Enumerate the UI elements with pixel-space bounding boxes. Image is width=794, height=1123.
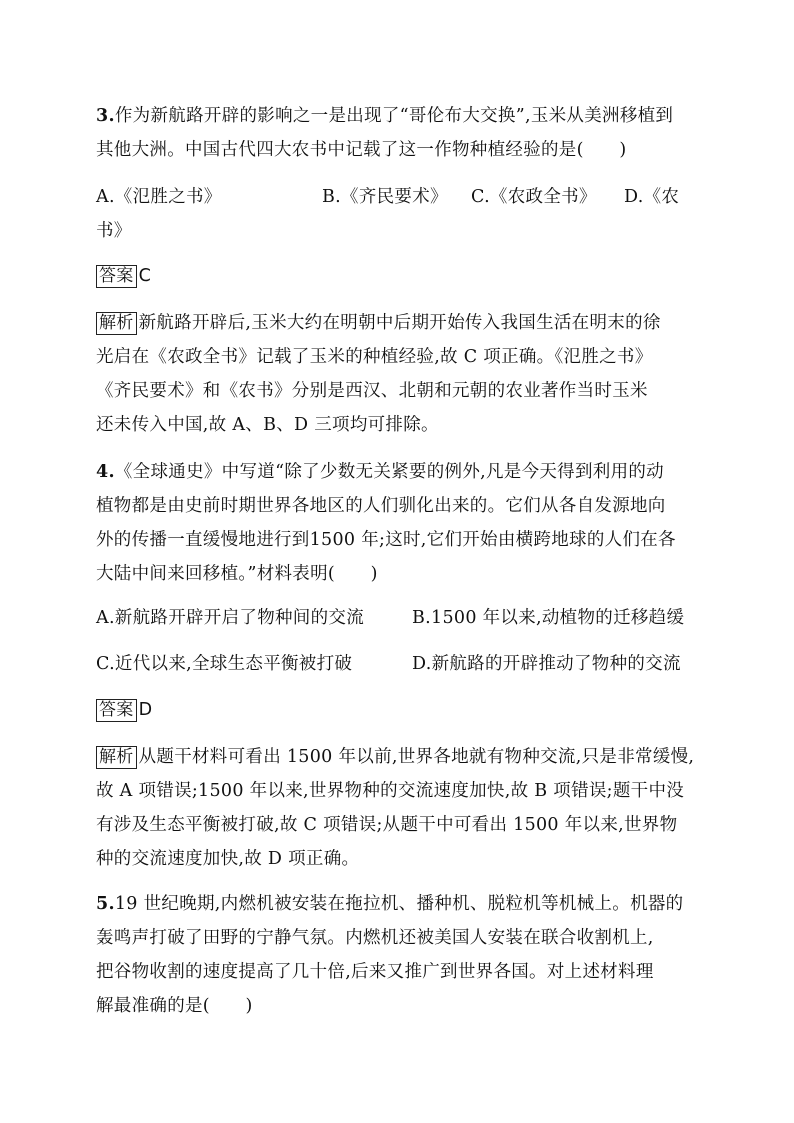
question-5-stem-line-4: 解最准确的是( ) bbox=[96, 996, 253, 1016]
question-3-option-b: B.《齐民要术》 bbox=[322, 187, 448, 207]
question-5-stem-line-3: 把谷物收割的速度提高了几十倍,后来又推广到世界各国。对上述材料理 bbox=[96, 962, 654, 982]
question-3-option-a: A.《氾胜之书》 bbox=[96, 187, 222, 207]
question-3-option-d: D.《农 bbox=[624, 187, 680, 207]
question-4-analysis-line-1: 解析 从题干材料可看出 1500 年以前,世界各地就有物种交流,只是非常缓慢, bbox=[96, 745, 694, 769]
question-3-stem-line-1: 3.作为新航路开辟的影响之一是出现了“哥伦布大交换”,玉米从美洲移植到 bbox=[96, 106, 674, 126]
question-5-stem-line-1: 5.19 世纪晚期,内燃机被安装在拖拉机、播种机、脱粒机等机械上。机器的 bbox=[96, 894, 684, 914]
question-5-stem-line-2: 轰鸣声打破了田野的宁静气氛。内燃机还被美国人安装在联合收割机上, bbox=[96, 928, 654, 948]
question-4-stem-line-1: 4.《全球通史》中写道“除了少数无关紧要的例外,凡是今天得到利用的动 bbox=[96, 462, 664, 482]
question-3-option-d-wrap: 书》 bbox=[96, 221, 132, 241]
question-4-answer bbox=[96, 698, 152, 722]
question-3-analysis-line-4: 还未传入中国,故 A、B、D 三项均可排除。 bbox=[96, 415, 439, 435]
question-4-analysis-line-4: 种的交流速度加快,故 D 项正确。 bbox=[96, 849, 360, 869]
question-4-option-d: D.新航路的开辟推动了物种的交流 bbox=[412, 654, 681, 674]
question-4-stem-line-3: 外的传播一直缓慢地进行到1500 年;这时,它们开始由横跨地球的人们在各 bbox=[96, 530, 676, 550]
question-5-number: 5. bbox=[96, 894, 115, 914]
analysis-tag: 解析 bbox=[96, 746, 137, 769]
answer-value: C bbox=[138, 266, 152, 286]
question-3-answer bbox=[96, 264, 151, 288]
question-4-analysis-line-2: 故 A 项错误;1500 年以来,世界物种的交流速度加快,故 B 项错误;题干中没 bbox=[96, 781, 685, 801]
question-3-analysis-line-2: 光启在《农政全书》记载了玉米的种植经验,故 C 项正确。《氾胜之书》 bbox=[96, 347, 653, 367]
question-4-stem-line-4: 大陆中间来回移植。”材料表明( ) bbox=[96, 564, 378, 584]
answer-tag: 答案 bbox=[96, 265, 137, 288]
question-3-stem-line-2: 其他大洲。中国古代四大农书中记载了这一作物种植经验的是( ) bbox=[96, 140, 627, 160]
question-4-option-c: C.近代以来,全球生态平衡被打破 bbox=[96, 654, 353, 674]
question-3-number: 3. bbox=[96, 106, 115, 126]
analysis-tag: 解析 bbox=[96, 312, 137, 335]
question-4-number: 4. bbox=[96, 462, 115, 482]
question-4-analysis-line-3: 有涉及生态平衡被打破,故 C 项错误;从题干中可看出 1500 年以来,世界物 bbox=[96, 815, 678, 835]
question-4-option-b: B.1500 年以来,动植物的迁移趋缓 bbox=[412, 608, 685, 628]
question-3-analysis-line-3: 《齐民要术》和《农书》分别是西汉、北朝和元朝的农业著作当时玉米 bbox=[96, 381, 648, 401]
answer-tag: 答案 bbox=[96, 699, 137, 722]
question-4-stem-line-2: 植物都是由史前时期世界各地区的人们驯化出来的。它们从各自发源地向 bbox=[96, 496, 666, 516]
answer-value: D bbox=[138, 700, 153, 720]
question-4-option-a: A.新航路开辟开启了物种间的交流 bbox=[96, 608, 364, 628]
question-3-analysis-line-1: 解析 新航路开辟后,玉米大约在明朝中后期开始传入我国生活在明末的徐 bbox=[96, 311, 661, 335]
question-3-option-c: C.《农政全书》 bbox=[471, 187, 597, 207]
